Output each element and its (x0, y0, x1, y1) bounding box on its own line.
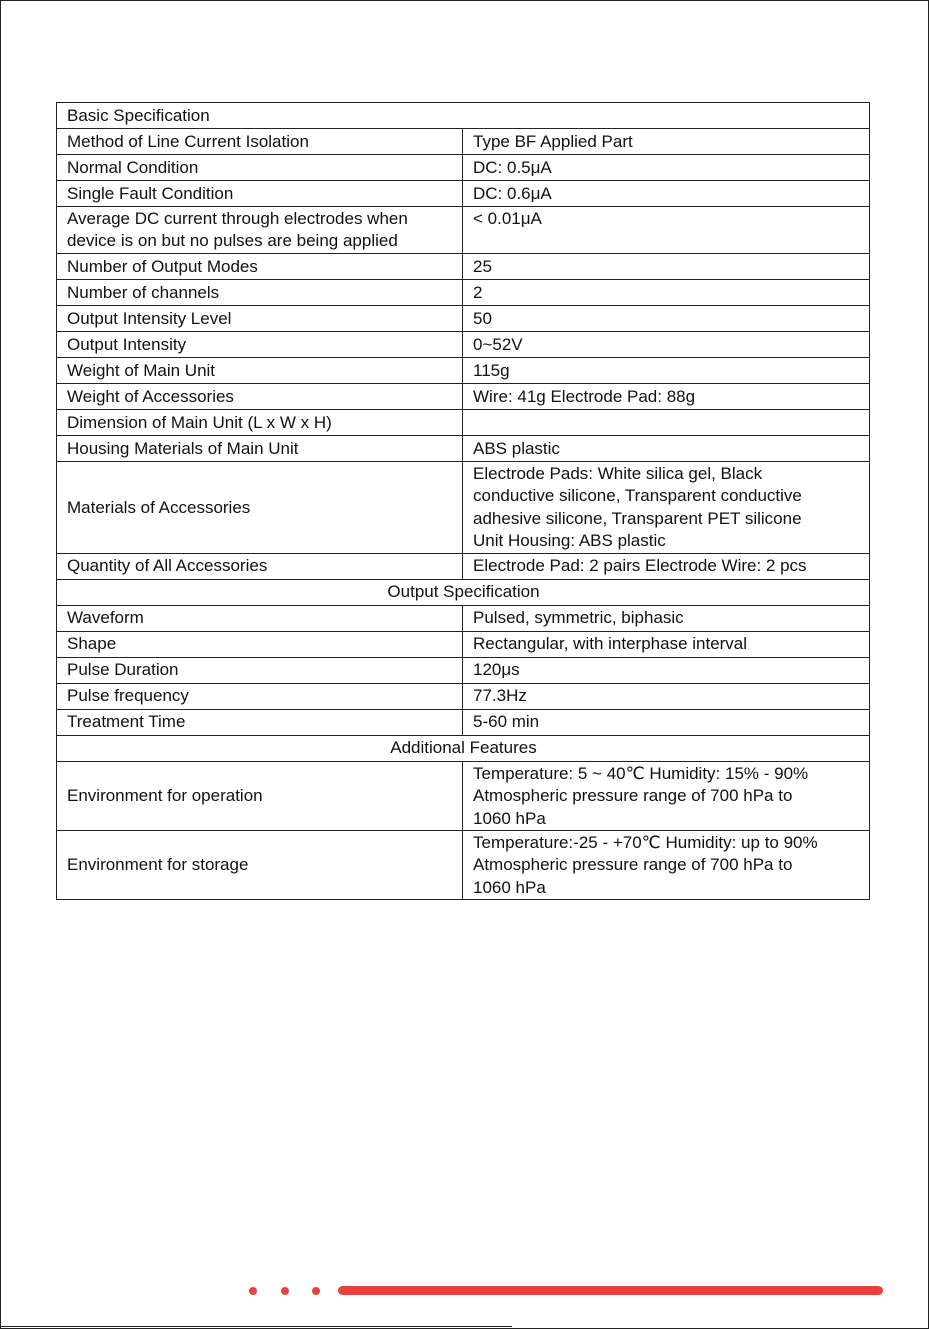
section-title-output: Output Specification (57, 579, 870, 605)
footer-decoration (0, 1284, 929, 1298)
spec-value: Temperature: 5 ~ 40℃ Humidity: 15% - 90% Atmospheric pressure range of 700 hPa to 1060 hPa (463, 761, 870, 830)
spec-row (57, 253, 870, 279)
spec-value: Wire: 41g Electrode Pad: 88g (463, 383, 870, 409)
spec-label: Treatment Time (57, 709, 463, 735)
spec-value: Electrode Pads: White silica gel, Black conductive silicone, Transparent conductive adhesive silicone, Transparent PET silicone Unit Housing: ABS plastic (463, 461, 870, 553)
spec-row (57, 357, 870, 383)
footer-dot (249, 1287, 257, 1295)
spec-value: Temperature:-25 - +70℃ Humidity: up to 90% Atmospheric pressure range of 700 hPa to 1060 hPa (463, 830, 870, 899)
spec-row (57, 409, 870, 435)
spec-label: Housing Materials of Main Unit (57, 435, 463, 461)
spec-label: Single Fault Condition (57, 181, 463, 207)
spec-row (57, 461, 870, 553)
section-title-basic: Basic Specification (57, 103, 870, 129)
spec-value: 120μs (463, 657, 870, 683)
spec-value: DC: 0.5μA (463, 155, 870, 181)
spec-row (57, 683, 870, 709)
spec-row (57, 383, 870, 409)
spec-label: Environment for storage (57, 830, 463, 899)
spec-label: Weight of Accessories (57, 383, 463, 409)
spec-label: Average DC current through electrodes when device is on but no pulses are being applied (57, 207, 463, 254)
specification-table (56, 102, 870, 900)
spec-value: Rectangular, with interphase interval (463, 631, 870, 657)
spec-value: 25 (463, 253, 870, 279)
spec-label: Environment for operation (57, 761, 463, 830)
spec-label: Output Intensity (57, 331, 463, 357)
spec-row (57, 207, 870, 254)
spec-value: Electrode Pad: 2 pairs Electrode Wire: 2 pcs (463, 553, 870, 579)
spec-row (57, 830, 870, 899)
spec-row (57, 605, 870, 631)
footer-bar (338, 1286, 883, 1295)
spec-label: Number of channels (57, 279, 463, 305)
spec-value: < 0.01μA (463, 207, 870, 254)
spec-value: ABS plastic (463, 435, 870, 461)
spec-label: Quantity of All Accessories (57, 553, 463, 579)
spec-label: Pulse Duration (57, 657, 463, 683)
spec-label: Shape (57, 631, 463, 657)
spec-row (57, 761, 870, 830)
spec-value: 2 (463, 279, 870, 305)
spec-label: Method of Line Current Isolation (57, 129, 463, 155)
section-title-additional: Additional Features (57, 735, 870, 761)
spec-label: Dimension of Main Unit (L x W x H) (57, 409, 463, 435)
spec-row (57, 279, 870, 305)
spec-label: Pulse frequency (57, 683, 463, 709)
spec-label: Materials of Accessories (57, 461, 463, 553)
section-header-row (57, 103, 870, 129)
spec-value: 5-60 min (463, 709, 870, 735)
spec-row (57, 657, 870, 683)
spec-value: 50 (463, 305, 870, 331)
spec-label: Output Intensity Level (57, 305, 463, 331)
spec-value: Type BF Applied Part (463, 129, 870, 155)
bottom-edge-line (0, 1326, 512, 1327)
spec-row (57, 129, 870, 155)
spec-value: 115g (463, 357, 870, 383)
spec-value: 0~52V (463, 331, 870, 357)
section-header-row (57, 579, 870, 605)
spec-row (57, 631, 870, 657)
spec-label: Waveform (57, 605, 463, 631)
spec-label: Number of Output Modes (57, 253, 463, 279)
spec-row (57, 709, 870, 735)
spec-value: 77.3Hz (463, 683, 870, 709)
spec-row (57, 305, 870, 331)
spec-label: Weight of Main Unit (57, 357, 463, 383)
spec-label: Normal Condition (57, 155, 463, 181)
spec-value (463, 409, 870, 435)
footer-dot (312, 1287, 320, 1295)
spec-row (57, 553, 870, 579)
spec-value: DC: 0.6μA (463, 181, 870, 207)
spec-row (57, 181, 870, 207)
spec-row (57, 331, 870, 357)
footer-dot (281, 1287, 289, 1295)
spec-value: Pulsed, symmetric, biphasic (463, 605, 870, 631)
spec-row (57, 155, 870, 181)
section-header-row (57, 735, 870, 761)
spec-row (57, 435, 870, 461)
